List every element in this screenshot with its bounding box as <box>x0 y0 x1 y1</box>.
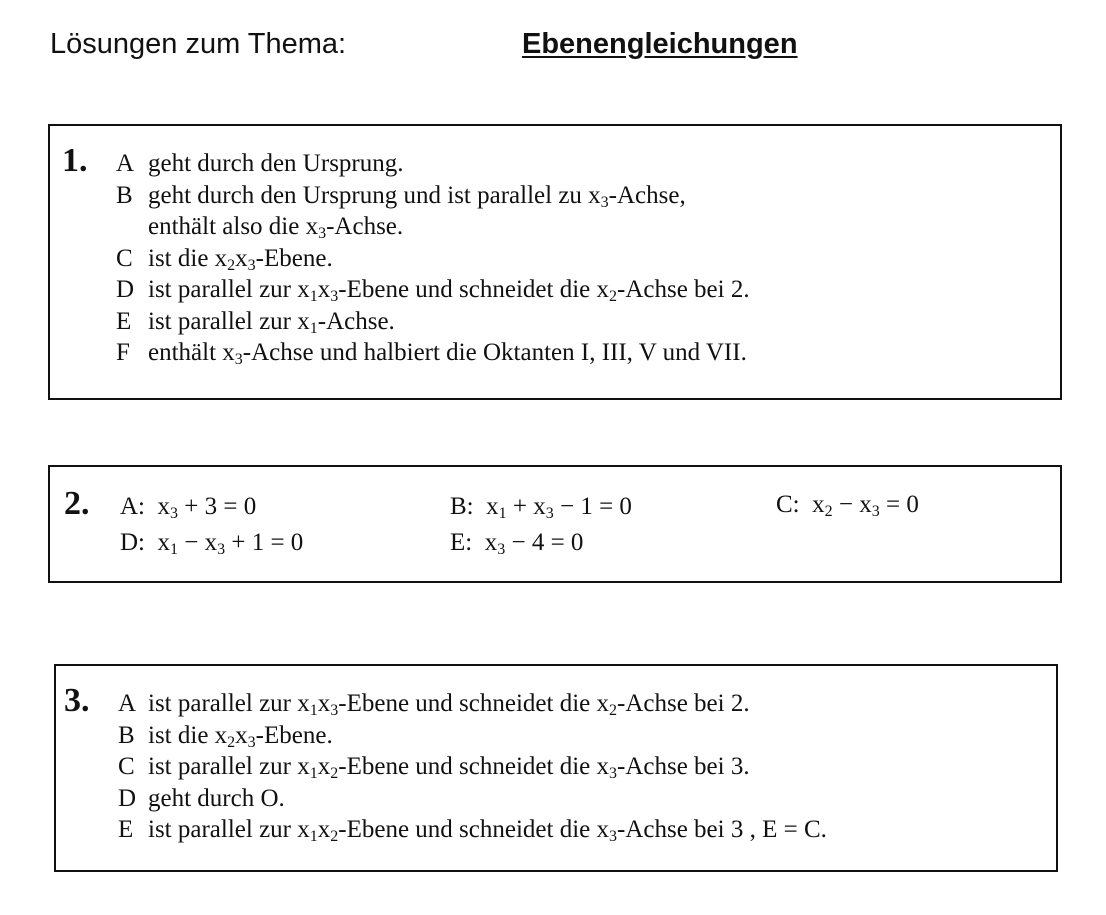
task-2-box <box>48 465 1062 583</box>
equation-label: B: <box>450 493 487 520</box>
answer-letter: A <box>118 690 137 717</box>
answer-line <box>118 814 827 846</box>
answer-line <box>116 274 750 306</box>
page-title: Ebenengleichungen <box>522 28 798 60</box>
header-label: Lösungen zum Thema: <box>50 28 347 60</box>
task-3-answers <box>118 688 827 846</box>
answer-letter: C <box>116 244 133 272</box>
answer-letter: B <box>116 181 133 209</box>
task-3-box <box>54 664 1058 872</box>
equation-label: A: <box>120 493 158 520</box>
equation <box>776 491 919 519</box>
answer-letter: D <box>118 784 137 812</box>
answer-line <box>116 337 750 369</box>
equation-expression: $x_3 - 4 = 0$ <box>484 529 584 558</box>
answer-line <box>116 211 750 243</box>
answer-text: enthält $x_3$-Achse und halbiert die Oktanten I, III, V und VII. <box>148 339 747 368</box>
equation <box>120 529 303 557</box>
equation-label: D: <box>120 529 158 556</box>
answer-text: ist parallel zur $x_1x_3$-Ebene und schneidet die $x_2$-Achse bei 2. <box>148 690 750 719</box>
task-number: 1. <box>62 142 88 179</box>
equation <box>450 529 583 557</box>
answer-text: geht durch den Ursprung. <box>148 150 404 177</box>
answer-text: geht durch O. <box>148 784 285 812</box>
answer-line <box>116 180 750 212</box>
answer-line <box>118 720 827 752</box>
answer-letter: E <box>118 816 134 843</box>
task-number: 3. <box>64 682 90 719</box>
answer-text: ist die $x_2x_3$-Ebene. <box>148 721 333 751</box>
equation-expression: $x_1 - x_3 + 1 = 0$ <box>157 529 304 558</box>
answer-text: geht durch den Ursprung und ist parallel zu $x_3$-Achse, <box>148 181 686 211</box>
answer-letter: C <box>118 753 135 780</box>
answer-text: ist die $x_2x_3$-Ebene. <box>148 244 333 274</box>
answer-text: ist parallel zur $x_1x_2$-Ebene und schneidet die $x_3$-Achse bei 3. <box>148 753 750 782</box>
answer-letter: B <box>118 721 135 749</box>
task-1-box <box>48 124 1062 400</box>
task-1-answers <box>116 148 750 369</box>
page-header <box>50 28 1050 68</box>
equation-expression: $x_3 + 3 = 0$ <box>157 493 257 522</box>
equation <box>120 493 256 521</box>
answer-letter: E <box>116 307 132 335</box>
equation-expression: $x_1 + x_3 - 1 = 0$ <box>486 493 632 522</box>
answer-letter: F <box>116 339 130 366</box>
answer-line <box>116 148 750 180</box>
answer-line <box>118 783 827 815</box>
answer-line <box>118 688 827 720</box>
answer-letter: D <box>116 276 135 303</box>
equation-expression: $x_2 - x_3 = 0$ <box>812 491 919 520</box>
answer-letter: A <box>116 150 135 177</box>
answer-line <box>118 751 827 783</box>
answer-text: ist parallel zur $x_1$-Achse. <box>148 307 395 337</box>
answer-line <box>116 243 750 275</box>
task-number: 2. <box>64 485 90 522</box>
answer-text: ist parallel zur $x_1x_3$-Ebene und schneidet die $x_2$-Achse bei 2. <box>148 276 750 305</box>
answer-text: enthält also die $x_3$-Achse. <box>148 213 404 242</box>
equation-label: C: <box>776 491 813 518</box>
answer-text: ist parallel zur $x_1x_2$-Ebene und schneidet die $x_3$-Achse bei 3 , E = C. <box>148 816 827 845</box>
equation-label: E: <box>450 529 485 556</box>
answer-line <box>116 306 750 338</box>
equation <box>450 493 632 521</box>
